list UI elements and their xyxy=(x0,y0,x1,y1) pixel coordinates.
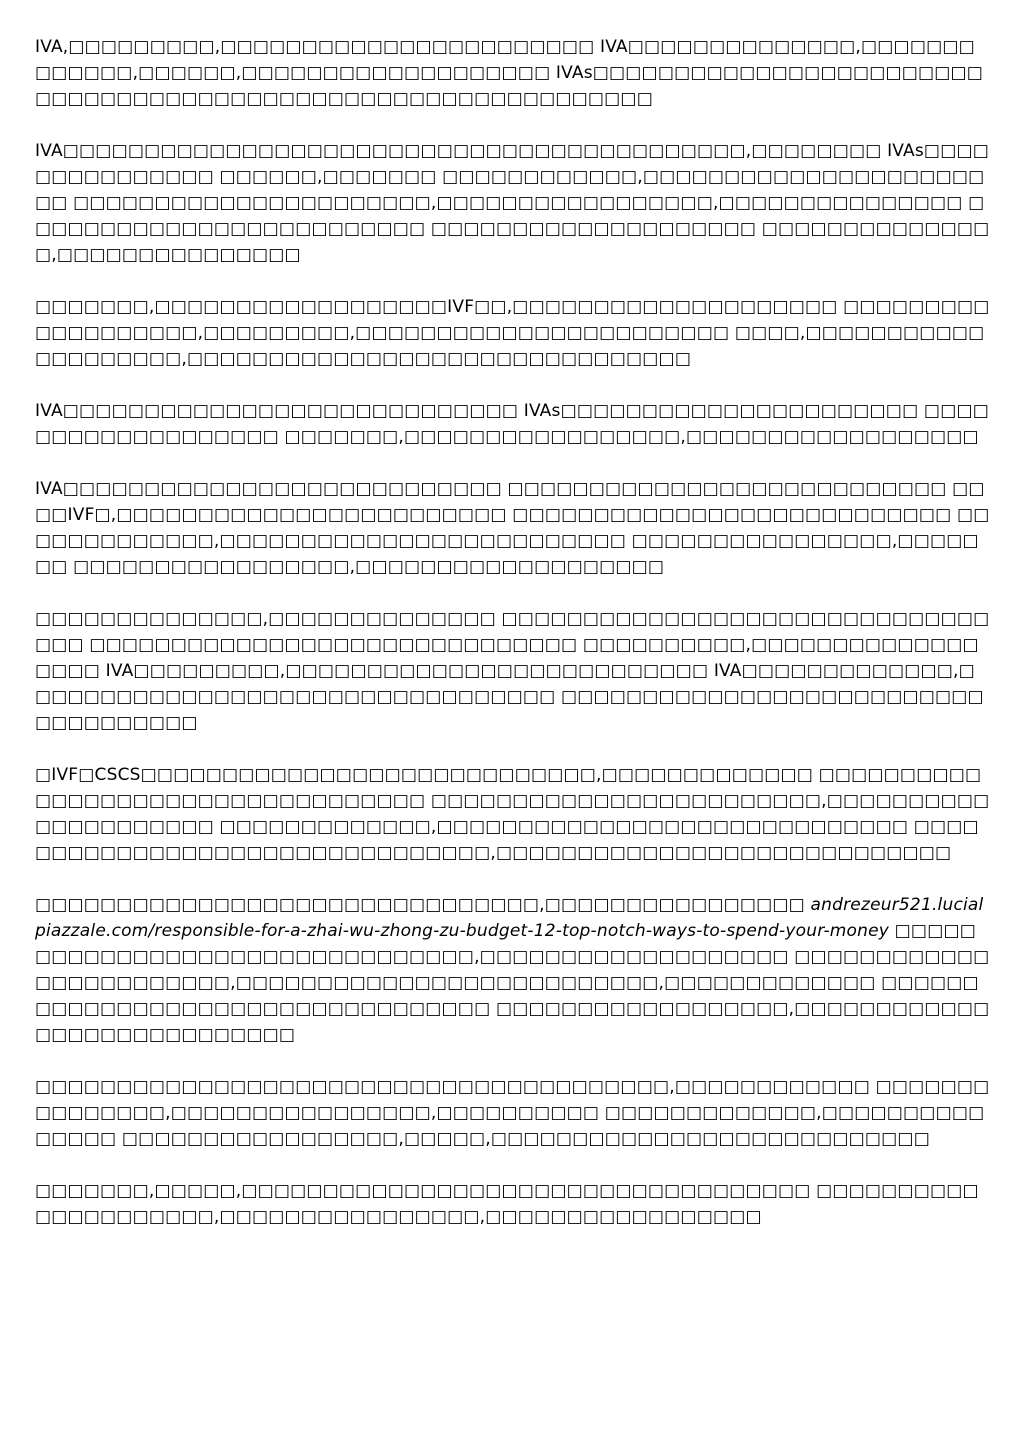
article-link[interactable]: andrezeur521.lucialpiazzale.com/responsible-for-a-zhai-wu-zhong-zu-budget-12-top-notch-ways-to-spend-your-money xyxy=(35,895,984,941)
paragraph-text-before-link: □□□□□□□□□□□□□□□□□□□□□□□□□□□□□□□,□□□□□□□□□□□□□□□□ xyxy=(35,895,811,915)
document-body xyxy=(35,34,991,1256)
paragraph: IVA,□□□□□□□□□,□□□□□□□□□□□□□□□□□□□□□□□ IVA□□□□□□□□□□□□□□,□□□□□□□□□□□□□,□□□□□□,□□□□□□□□□□□□□□□□□□□ IVAs□□□□□□□□□□□□□□□□□□□□□□□□□□□□□□□□□□□□□□□□□□□□□□□□□□□□□□□□□□□□□□ xyxy=(35,37,984,109)
paragraph: □□□□□□□,□□□□□□□□□□□□□□□□□□IVF□□,□□□□□□□□□□□□□□□□□□□□ □□□□□□□□□□□□□□□□□□□,□□□□□□□□□,□□□□□□□□□□□□□□□□□□□□□□□ □□□□,□□□□□□□□□□□□□□□□□□□□,□□□□□□□□□□□□□□□□□□□□□□□□□□□□□□□ xyxy=(35,297,990,369)
paragraph: IVA□□□□□□□□□□□□□□□□□□□□□□□□□□□ □□□□□□□□□□□□□□□□□□□□□□□□□□□ □□□□IVF□,□□□□□□□□□□□□□□□□□□□□□□□□ □□□□□□□□□□□□□□□□□□□□□□□□□□□ □□□□□□□□□□□□□,□□□□□□□□□□□□□□□□□□□□□□□□□ □□□□□□□□□□□□□□□□,□□□□□□□ □□□□□□□□□□□□□□□□□,□□□□□□□□□□□□□□□□□□□ xyxy=(35,479,990,577)
paragraph: □□□□□□□,□□□□□,□□□□□□□□□□□□□□□□□□□□□□□□□□□□□□□□□□□ □□□□□□□□□□□□□□□□□□□□□,□□□□□□□□□□□□□□□□,□□□□□□□□□□□□□□□□□ xyxy=(35,1181,979,1227)
paragraph: □□□□□□□□□□□□□□,□□□□□□□□□□□□□□ □□□□□□□□□□□□□□□□□□□□□□□□□□□□□□□□□ □□□□□□□□□□□□□□□□□□□□□□□□□□□□□□ □□□□□□□□□□,□□□□□□□□□□□□□□□□□□ IVA□□□□□□□□□,□□□□□□□□□□□□□□□□□□□□□□□□□□ IVA□□□□□□□□□□□□□,□□□□□□□□□□□□□□□□□□□□□□□□□□□□□□□□□ □□□□□□□□□□□□□□□□□□□□□□□□□□□□□□□□□□□□ xyxy=(35,609,990,733)
paragraph: □IVF□CSCS□□□□□□□□□□□□□□□□□□□□□□□□□□□□,□□□□□□□□□□□□□ □□□□□□□□□□□□□□□□□□□□□□□□□□□□□□□□□□ □□□□□□□□□□□□□□□□□□□□□□□□,□□□□□□□□□□□□□□□□□□□□□ □□□□□□□□□□□□□,□□□□□□□□□□□□□□□□□□□□□□□□□□□□□ □□□□□□□□□□□□□□□□□□□□□□□□□□□□□□□□,□□□□□□□□□□□□□□□□□□□□□□□□□□□□ xyxy=(35,765,990,863)
paragraph: IVA□□□□□□□□□□□□□□□□□□□□□□□□□□□□ IVAs□□□□□□□□□□□□□□□□□□□□□□ □□□□□□□□□□□□□□□□□□□ □□□□□□□,□□□□□□□□□□□□□□□□□,□□□□□□□□□□□□□□□□□□ xyxy=(35,401,989,447)
paragraph: IVA□□□□□□□□□□□□□□□□□□□□□□□□□□□□□□□□□□□□□□□□□□,□□□□□□□□ IVAs□□□□□□□□□□□□□□□ □□□□□□,□□□□□□□ □□□□□□□□□□□□,□□□□□□□□□□□□□□□□□□□□□□□ □□□□□□□□□□□□□□□□□□□□□□,□□□□□□□□□□□□□□□□□,□□□□□□□□□□□□□□□ □□□□□□□□□□□□□□□□□□□□□□□□□ □□□□□□□□□□□□□□□□□□□□ □□□□□□□□□□□□□□□,□□□□□□□□□□□□□□□ xyxy=(35,141,990,265)
paragraph: □□□□□□□□□□□□□□□□□□□□□□□□□□□□□□□□□□□□□□□,□□□□□□□□□□□□ □□□□□□□□□□□□□□□,□□□□□□□□□□□□□□□□,□□□□□□□□□□ □□□□□□□□□□□□□,□□□□□□□□□□□□□□□ □□□□□□□□□□□□□□□□□,□□□□□,□□□□□□□□□□□□□□□□□□□□□□□□□□□ xyxy=(35,1077,990,1149)
paragraph-with-link xyxy=(35,892,991,1048)
paragraph-text-after-link: □□□□□□□□□□□□□□□□□□□□□□□□□□□□□□□□,□□□□□□□□□□□□□□□□□□□ □□□□□□□□□□□□□□□□□□□□□□□□,□□□□□□□□□□□□□□□□□□□□□□□□□□,□□□□□□□□□□□□□ □□□□□□□□□□□□□□□□□□□□□□□□□□□□□□□□□□ □□□□□□□□□□□□□□□□□□,□□□□□□□□□□□□□□□□□□□□□□□□□□□□ xyxy=(35,921,990,1045)
